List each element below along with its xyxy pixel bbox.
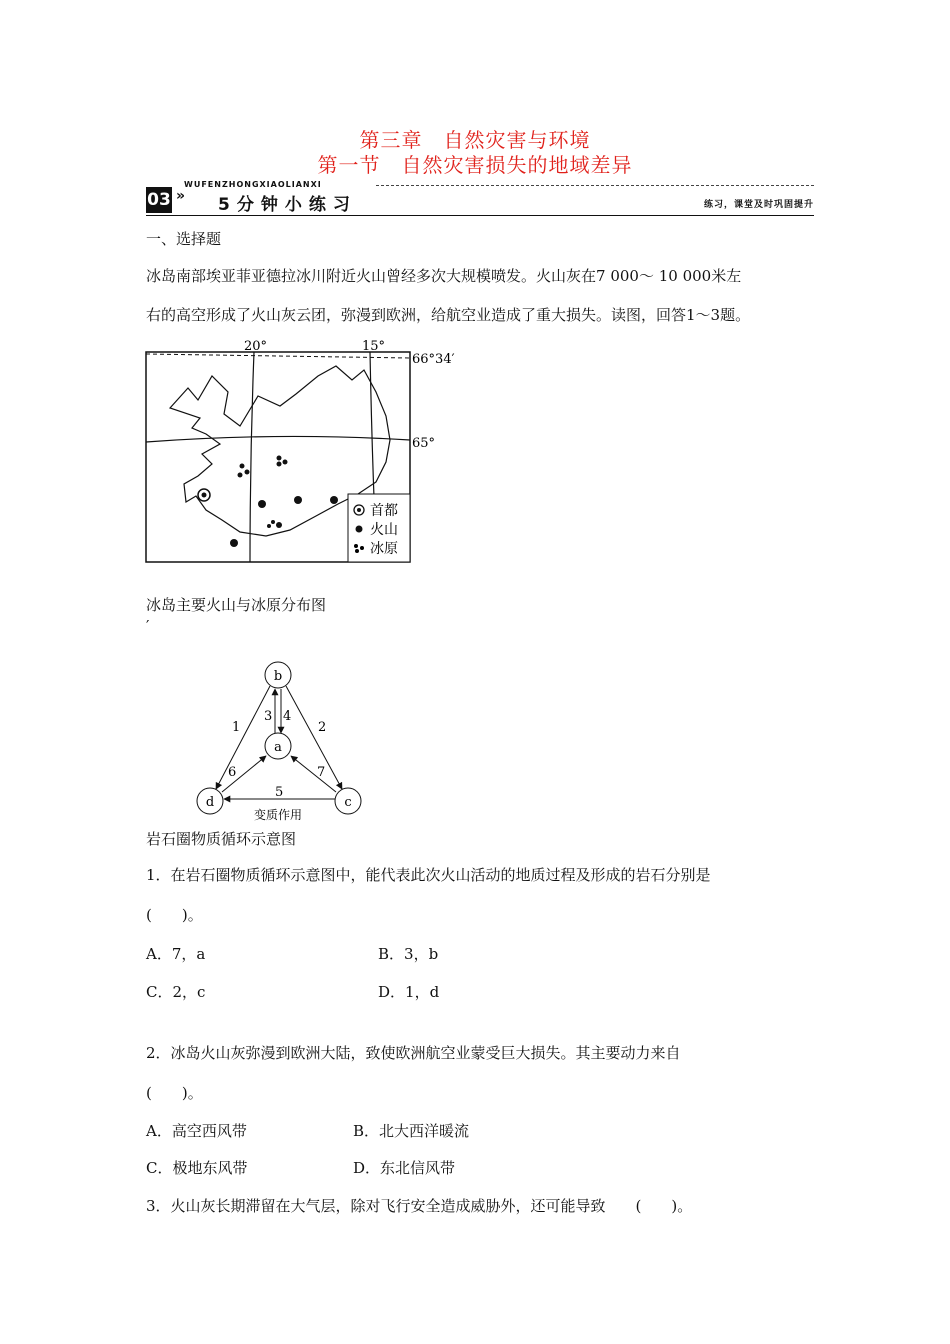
parallel-65-line	[146, 436, 410, 442]
q1-stem: 1．在岩石圈物质循环示意图中，能代表此次火山活动的地质过程及形成的岩石分别是	[146, 866, 711, 884]
q3-stem: 3．火山灰长期滞留在大气层，除对飞行安全造成威胁外，还可能导致 ( )。	[146, 1197, 693, 1215]
chevron-icon: »	[176, 188, 186, 204]
meridian-20-line	[250, 352, 254, 562]
banner-dashed-line	[376, 185, 814, 186]
intro-line-1: 冰岛南部埃亚菲亚德拉冰川附近火山曾经多次大规模喷发。火山灰在7 000～ 10 000米左	[146, 267, 742, 285]
q2-stem: 2．冰岛火山灰弥漫到欧洲大陆，致使欧洲航空业蒙受巨大损失。其主要动力来自	[146, 1044, 681, 1062]
label-lon-15: 15°	[362, 339, 386, 354]
q2-paren: ( )。	[146, 1084, 203, 1102]
label-lat-66-34: 66°34′	[412, 352, 455, 367]
q1-option-c: C．2，c	[146, 983, 206, 1001]
node-a-label: a	[274, 740, 282, 755]
legend-volcano: 火山	[370, 522, 398, 538]
q2-option-d: D．东北信风带	[353, 1159, 456, 1177]
banner-rule	[146, 215, 814, 216]
cycle-caption: 岩石圈物质循环示意图	[146, 830, 297, 848]
rock-cycle-diagram	[180, 656, 380, 826]
node-c-label: c	[344, 795, 352, 810]
legend-icefield: 冰原	[370, 541, 398, 557]
arrow-7	[291, 756, 336, 792]
arrow-6-label: 6	[228, 765, 237, 780]
banner-heading: 5分钟小练习	[218, 195, 357, 215]
arrow-1	[216, 686, 273, 789]
metamorphism-label: 变质作用	[253, 808, 303, 822]
stray-mark: ′	[146, 617, 150, 635]
icefield-marks	[238, 456, 288, 529]
q2-option-a: A．高空西风带	[146, 1122, 247, 1140]
part-heading: 一、选择题	[146, 230, 222, 248]
q2-option-c: C．极地东风带	[146, 1159, 248, 1177]
arrow-5-label: 5	[275, 785, 284, 800]
arrow-3-label: 3	[264, 709, 273, 724]
arrow-7-label: 7	[317, 765, 326, 780]
label-lat-65: 65°	[412, 436, 436, 451]
legend-capital: 首都	[370, 503, 398, 519]
q1-option-a: A．7，a	[146, 945, 206, 963]
label-lon-20: 20°	[244, 339, 268, 354]
arrow-2-label: 2	[318, 720, 327, 735]
intro-line-2: 右的高空形成了火山灰云团，弥漫到欧洲，给航空业造成了重大损失。读图，回答1～3题。	[146, 306, 751, 324]
section-badge: 03	[146, 187, 172, 213]
arrow-4-label: 4	[283, 709, 292, 724]
chapter-title: 第三章 自然灾害与环境	[359, 128, 591, 152]
q1-option-b: B．3，b	[378, 945, 439, 963]
map-caption: 冰岛主要火山与冰原分布图	[146, 596, 327, 614]
arrow-1-label: 1	[232, 720, 241, 735]
node-b-label: b	[273, 669, 283, 684]
capital-marker	[198, 489, 210, 501]
banner-tagline: 练习，课堂及时巩固提升	[703, 200, 814, 210]
volcano-dots	[230, 496, 338, 547]
banner-pinyin: WUFENZHONGXIAOLIANXI	[184, 180, 322, 189]
arrow-2	[286, 686, 342, 789]
q1-paren: ( )。	[146, 906, 203, 924]
iceland-map	[140, 336, 455, 566]
q1-option-d: D．1，d	[378, 983, 440, 1001]
q2-option-b: B．北大西洋暖流	[353, 1122, 470, 1140]
section-title: 第一节 自然灾害损失的地域差异	[317, 153, 633, 177]
node-d-label: d	[205, 795, 215, 810]
